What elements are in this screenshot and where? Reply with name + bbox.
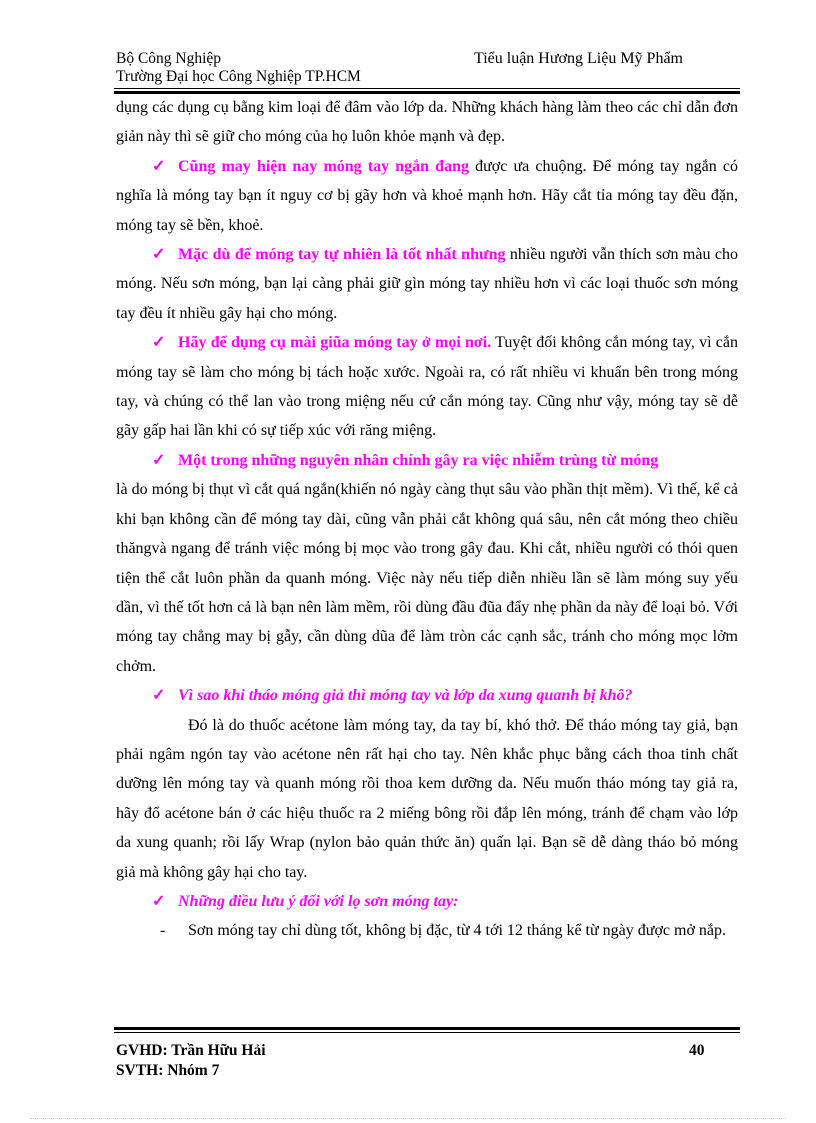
check-icon: ✓ [152, 157, 166, 175]
footer-left [116, 1041, 266, 1081]
bullet-text: nhiều người vẫn thích sơn màu cho móng. Nếu sơn móng, bạn lại càng phải giữ gìn móng tay nhiều hơn vì các loại thuốc sơn móng tay đều ít nhiều gây hại cho móng. [116, 246, 738, 322]
check-icon: ✓ [152, 687, 166, 705]
bullet-text: được ưa chuộng. Để móng tay ngắn có nghĩa là móng tay bạn ít nguy cơ bị gãy hơn và khoẻ mạnh hơn. Hãy cắt tỉa móng tay đều đặn, móng tay sẽ bền, khoẻ. [116, 157, 738, 234]
bullet-infection-text: là do móng bị thụt vì cắt quá ngắn(khiến nó ngày càng thụt sâu vào phần thịt mềm). Vì thế, kể cả khi bạn không cần để móng tay dài, cũng vẫn phải cắt không quá sâu, nên cắt móng theo chiều thăngvà ngang để tránh việc móng bị mọc vào trong gây đau. Khi cắt, nhiều người có thói quen tiện thể cắt luôn phần da quanh móng. Việc này nếu tiếp diễn nhiều lần sẽ làm móng suy yếu dần, vì thế tốt hơn cả là bạn nên làm mềm, rồi dùng đầu đũa đẩy nhẹ phần da này để loại bỏ. Với móng tay chẳng may bị gẫy, cần dùng dũa để làm tròn các cạnh sắc, tránh cho móng mọc lởm chởm. [116, 481, 738, 675]
footer-instructor: GVHD: Trần Hữu Hải [116, 1042, 266, 1059]
check-icon: ✓ [152, 334, 166, 352]
header-university: Trường Đại học Công Nghiệp TP.HCM [116, 68, 361, 85]
check-icon: ✓ [152, 246, 166, 264]
bullet-nail-polish [116, 240, 738, 328]
dash-text: Sơn móng tay chỉ dùng tốt, không bị đặc, từ 4 tới 12 tháng kể từ ngày được mở nắp. [188, 922, 727, 940]
bullet-heading: Vì sao khi tháo móng giả thì móng tay và lớp da xung quanh bị khô? [178, 687, 633, 705]
bullet-heading: Cũng may hiện nay móng tay ngắn đang [178, 157, 469, 175]
bullet-short-nails [116, 152, 738, 240]
page-number: 40 [689, 1042, 705, 1059]
footer-rule-thick [114, 1027, 740, 1030]
dash-item [116, 916, 738, 945]
header-rule-thin [114, 88, 740, 89]
bullet-fake-nails-text: Đó là do thuốc acétone làm móng tay, da tay bí, khó thở. Để tháo móng tay giả, bạn phải ngâm ngón tay vào acétone nên rất hại cho tay. Nên khắc phục bằng cách thoa tinh chất dưỡng lên móng tay và quanh móng rồi thoa kem dưỡng da. Nếu muốn tháo móng tay giả ra, hãy đổ acétone bán ở các hiệu thuốc ra 2 miếng bông rồi đắp lên móng, tránh để chạm vào lớp da xung quanh; rồi lấy Wrap (nylon bảo quản thức ăn) quấn lại. Bạn sẽ dễ dàng tháo bỏ móng giả mà không gây hại cho tay. [116, 716, 738, 881]
bullet-nail-file [116, 328, 738, 446]
bullet-polish-notes [116, 887, 738, 916]
bullet-text: Tuyệt đối không cắn móng tay, vì cắn móng tay sẽ làm cho móng bị tách hoặc xước. Ngoài ra, có rất nhiều vi khuẩn bên trong móng tay, và chúng có thể lan vào trong miệng nếu cứ cắn móng tay. Cũng như vậy, móng tay sẽ dễ gãy gấp hai lần khi có sự tiếp xúc với răng miệng. [116, 334, 738, 440]
header-left [116, 50, 361, 86]
header-title: Tiểu luận Hương Liệu Mỹ Phẩm [474, 50, 683, 67]
paragraph-intro: dụng các dụng cụ bằng kim loại để đâm vào lớp da. Những khách hàng làm theo các chỉ dẫn đơn giản này thì sẽ giữ cho móng của họ luôn khỏe mạnh và đẹp. [116, 99, 738, 146]
dash-marker: - [160, 922, 166, 940]
bullet-heading: Mặc dù để móng tay tự nhiên là tốt nhất nhưng [178, 246, 506, 264]
bullet-heading: Những điều lưu ý đối với lọ sơn móng tay: [178, 892, 459, 910]
header-ministry: Bộ Công Nghiệp [116, 50, 222, 67]
document-body [116, 93, 738, 946]
check-icon: ✓ [152, 892, 166, 910]
footer-rule-thin [114, 1032, 740, 1033]
bullet-fake-nails [116, 681, 738, 710]
bullet-heading: Một trong những nguyên nhân chính gây ra việc nhiễm trùng từ móng [178, 451, 659, 469]
page-bottom-divider [30, 1118, 786, 1119]
bullet-heading: Hãy để dụng cụ mài giũa móng tay ở mọi nơi. [178, 334, 492, 352]
check-icon: ✓ [152, 451, 166, 469]
bullet-infection [116, 446, 738, 475]
footer-students: SVTH: Nhóm 7 [116, 1062, 220, 1079]
